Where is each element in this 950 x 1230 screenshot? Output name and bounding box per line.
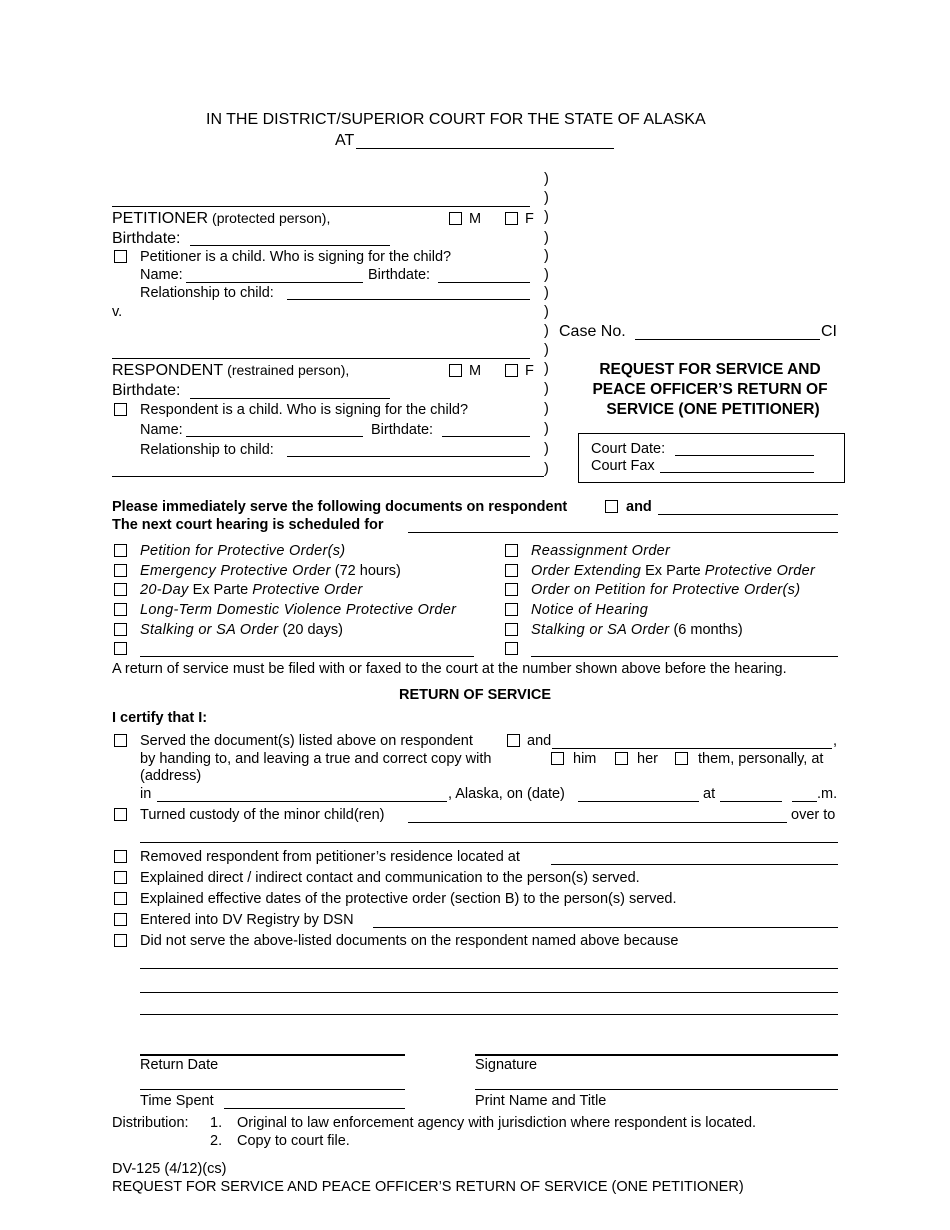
left-document-checkbox[interactable] (114, 623, 127, 636)
respondent-label (112, 363, 349, 379)
over-to-label: over to (791, 807, 836, 823)
form-id: DV-125 (4/12)(cs) (112, 1161, 227, 1177)
explained-dates-text: Explained effective dates of the protective order (section B) to the person(s) served. (140, 891, 677, 907)
petitioner-birthdate-field[interactable] (190, 245, 390, 246)
caption-paren: ) (544, 285, 549, 301)
court-fax-label: Court Fax (591, 458, 655, 474)
respondent-note: (restrained person), (227, 362, 350, 378)
distribution-label: Distribution: (112, 1115, 189, 1131)
right-document-label (531, 623, 743, 638)
respondent-birthdate-label: Birthdate: (112, 382, 181, 399)
caption-paren: ) (544, 361, 549, 377)
registry-text: Entered into DV Registry by DSN (140, 912, 354, 928)
at-label: AT (335, 132, 355, 149)
caption-paren: ) (544, 171, 549, 187)
respondent-child-text: Respondent is a child. Who is signing for the child? (140, 402, 469, 418)
him-checkbox[interactable] (551, 752, 564, 765)
left-document-checkbox[interactable] (114, 544, 127, 557)
right-document-checkbox[interactable] (505, 583, 518, 596)
petitioner-name-field[interactable] (112, 206, 530, 207)
petitioner-child-checkbox[interactable] (114, 250, 127, 263)
document-title-italic: Notice of Hearing (531, 602, 649, 618)
left-document-checkbox[interactable] (114, 603, 127, 616)
distribution-item-num: 2. (210, 1133, 223, 1149)
served-additional-field[interactable] (552, 748, 832, 749)
them-text: them, personally, at (698, 751, 824, 767)
serve-additional-field[interactable] (658, 514, 838, 515)
respondent-signer-name-label: Name: (140, 422, 183, 438)
explained-contact-checkbox[interactable] (114, 871, 127, 884)
right-document-checkbox[interactable] (505, 623, 518, 636)
document-title-italic: 20-Day (140, 582, 189, 598)
petitioner-relationship-field[interactable] (287, 299, 530, 300)
service-m-label: .m. (817, 786, 838, 802)
right-document-checkbox[interactable] (505, 544, 518, 557)
left-document-label (140, 623, 343, 638)
petitioner-title: PETITIONER (112, 210, 209, 227)
serve-instruction: Please immediately serve the following documents on respondent (112, 499, 568, 515)
other-document-right-checkbox[interactable] (505, 642, 518, 655)
service-time-field[interactable] (720, 801, 782, 802)
petitioner-note: (protected person), (212, 210, 331, 226)
petitioner-signer-birthdate-field[interactable] (438, 282, 530, 283)
other-document-left-checkbox[interactable] (114, 642, 127, 655)
registry-checkbox[interactable] (114, 913, 127, 926)
petitioner-label (112, 211, 330, 227)
document-title-italic: Order on Petition for Protective Order(s) (531, 582, 801, 598)
court-date-field[interactable] (675, 455, 814, 456)
petitioner-signer-name-field[interactable] (186, 282, 363, 283)
print-name-label: Print Name and Title (475, 1093, 607, 1109)
served-comma: , (833, 733, 838, 749)
petitioner-female-checkbox[interactable] (505, 212, 518, 225)
respondent-relationship-field[interactable] (287, 456, 530, 457)
respondent-name-field[interactable] (112, 358, 530, 359)
respondent-child-checkbox[interactable] (114, 403, 127, 416)
petitioner-male-label: M (469, 211, 482, 227)
alaska-on-label: , Alaska, on (date) (448, 786, 565, 802)
not-served-text: Did not serve the above-listed documents on the respondent named above because (140, 933, 679, 949)
served-and-checkbox[interactable] (507, 734, 520, 747)
at-location-field[interactable] (356, 148, 614, 149)
document-title-italic: Protective Order (252, 582, 363, 598)
caption-paren: ) (544, 441, 549, 457)
document-title-italic: Stalking or SA Order (140, 622, 279, 638)
hearing-label: The next court hearing is scheduled for (112, 517, 384, 533)
respondent-signer-birthdate-label: Birthdate: (371, 422, 434, 438)
caption-paren: ) (544, 248, 549, 264)
case-no-field[interactable] (635, 339, 820, 340)
court-date-label: Court Date: (591, 441, 666, 457)
other-document-left-field[interactable] (140, 656, 474, 657)
document-title-italic: Long-Term Domestic Violence Protective Order (140, 602, 457, 618)
petitioner-child-text: Petitioner is a child. Who is signing for the child? (140, 249, 452, 265)
case-no-label: Case No. (559, 323, 626, 340)
document-title-italic: Emergency Protective Order (140, 563, 331, 579)
other-document-right-field[interactable] (531, 656, 838, 657)
respondent-birthdate-field[interactable] (190, 398, 390, 399)
form-name-footer: REQUEST FOR SERVICE AND PEACE OFFICER’S RETURN OF SERVICE (ONE PETITIONER) (112, 1179, 744, 1195)
document-title-normal: (72 hours) (330, 563, 401, 579)
signature-label: Signature (475, 1057, 538, 1073)
custody-text: Turned custody of the minor child(ren) (140, 807, 385, 823)
handing-text: by handing to, and leaving a true and correct copy with (140, 751, 492, 767)
respondent-title: RESPONDENT (112, 362, 224, 379)
left-document-checkbox[interactable] (114, 583, 127, 596)
not-served-checkbox[interactable] (114, 934, 127, 947)
service-city-field[interactable] (157, 801, 447, 802)
petitioner-signer-name-label: Name: (140, 267, 183, 283)
not-served-reason-line-2[interactable] (140, 992, 838, 993)
document-title-normal: (6 months) (669, 622, 743, 638)
respondent-male-label: M (469, 363, 482, 379)
served-checkbox[interactable] (114, 734, 127, 747)
her-label: her (637, 751, 658, 767)
versus-label: v. (112, 304, 123, 320)
distribution-item-num: 1. (210, 1115, 223, 1131)
time-spent-label: Time Spent (140, 1093, 214, 1109)
him-label: him (573, 751, 597, 767)
respondent-signer-birthdate-field[interactable] (442, 436, 530, 437)
explained-dates-checkbox[interactable] (114, 892, 127, 905)
caption-paren: ) (544, 304, 549, 320)
not-served-reason-line-3[interactable] (140, 1014, 838, 1015)
petitioner-female-label: F (525, 211, 534, 227)
caption-paren: ) (544, 381, 549, 397)
custody-recipient-field[interactable] (140, 842, 838, 843)
caption-paren: ) (544, 209, 549, 225)
left-document-label (140, 564, 401, 579)
document-title-italic: Reassignment Order (531, 543, 671, 559)
document-title-italic: Petition for Protective Order(s) (140, 543, 346, 559)
document-title-normal: Ex Parte (641, 563, 705, 579)
document-title-normal: Ex Parte (188, 582, 253, 598)
right-document-label (531, 583, 800, 598)
service-at-label: at (703, 786, 716, 802)
in-label: in (140, 786, 152, 802)
right-document-label (531, 564, 815, 579)
explained-contact-text: Explained direct / indirect contact and communication to the person(s) served. (140, 870, 640, 886)
return-date-label: Return Date (140, 1057, 219, 1073)
time-spent-top-rule (140, 1089, 405, 1090)
caption-paren: ) (544, 267, 549, 283)
caption-paren: ) (544, 342, 549, 358)
respondent-relationship-label: Relationship to child: (140, 442, 274, 458)
left-document-label (140, 544, 345, 559)
served-and-label: and (527, 733, 552, 749)
hearing-date-field[interactable] (408, 532, 838, 533)
caption-paren: ) (544, 461, 549, 477)
left-document-checkbox[interactable] (114, 564, 127, 577)
caption-paren: ) (544, 190, 549, 206)
document-title-italic: Stalking or SA Order (531, 622, 670, 638)
removed-text: Removed respondent from petitioner’s residence located at (140, 849, 520, 865)
custody-child-field[interactable] (408, 822, 787, 823)
certify-label: I certify that I: (112, 710, 208, 726)
service-date-field[interactable] (578, 801, 699, 802)
petitioner-relationship-label: Relationship to child: (140, 285, 274, 301)
caption-paren: ) (544, 323, 549, 339)
respondent-female-label: F (525, 363, 534, 379)
case-no-suffix: CI (821, 323, 837, 340)
return-date-field[interactable] (140, 1054, 405, 1056)
service-ampm-field[interactable] (792, 801, 817, 802)
document-title-italic: Order Extending (531, 563, 642, 579)
serve-respondent-checkbox[interactable] (605, 500, 618, 513)
time-spent-field[interactable] (224, 1108, 405, 1109)
court-title: IN THE DISTRICT/SUPERIOR COURT FOR THE STATE OF ALASKA (206, 111, 706, 128)
form-title-line-1: REQUEST FOR SERVICE AND (599, 361, 821, 378)
serve-and-label: and (626, 499, 652, 515)
removed-checkbox[interactable] (114, 850, 127, 863)
form-title-line-2: PEACE OFFICER’S RETURN OF (592, 381, 828, 398)
left-document-label (140, 603, 456, 618)
court-fax-field[interactable] (660, 472, 814, 473)
left-document-label (140, 583, 363, 598)
petitioner-birthdate-label: Birthdate: (112, 230, 181, 247)
caption-bottom-rule (112, 476, 544, 477)
served-text: Served the document(s) listed above on respondent (140, 733, 473, 749)
her-checkbox[interactable] (615, 752, 628, 765)
distribution-item-text: Copy to court file. (237, 1133, 350, 1149)
petitioner-signer-birthdate-label: Birthdate: (368, 267, 431, 283)
respondent-female-checkbox[interactable] (505, 364, 518, 377)
respondent-male-checkbox[interactable] (449, 364, 462, 377)
signature-field[interactable] (475, 1054, 838, 1056)
registry-dsn-field[interactable] (373, 927, 838, 928)
form-title-line-3: SERVICE (ONE PETITIONER) (606, 401, 820, 418)
distribution-item-text: Original to law enforcement agency with jurisdiction where respondent is located. (237, 1115, 757, 1131)
right-document-checkbox[interactable] (505, 603, 518, 616)
respondent-signer-name-field[interactable] (186, 436, 363, 437)
return-notice: A return of service must be filed with or faxed to the court at the number shown above before the hearing. (112, 661, 787, 677)
caption-paren: ) (544, 421, 549, 437)
caption-paren: ) (544, 401, 549, 417)
document-title-italic: Protective Order (704, 563, 816, 579)
not-served-reason-line-1[interactable] (140, 968, 838, 969)
petitioner-male-checkbox[interactable] (449, 212, 462, 225)
print-name-top-rule (475, 1089, 838, 1090)
caption-paren: ) (544, 230, 549, 246)
return-of-service-heading: RETURN OF SERVICE (398, 687, 551, 703)
right-document-label (531, 603, 648, 618)
right-document-checkbox[interactable] (505, 564, 518, 577)
document-title-normal: (20 days) (278, 622, 343, 638)
address-label: (address) (140, 768, 202, 784)
residence-address-field[interactable] (551, 864, 838, 865)
custody-checkbox[interactable] (114, 808, 127, 821)
right-document-label (531, 544, 670, 559)
them-checkbox[interactable] (675, 752, 688, 765)
